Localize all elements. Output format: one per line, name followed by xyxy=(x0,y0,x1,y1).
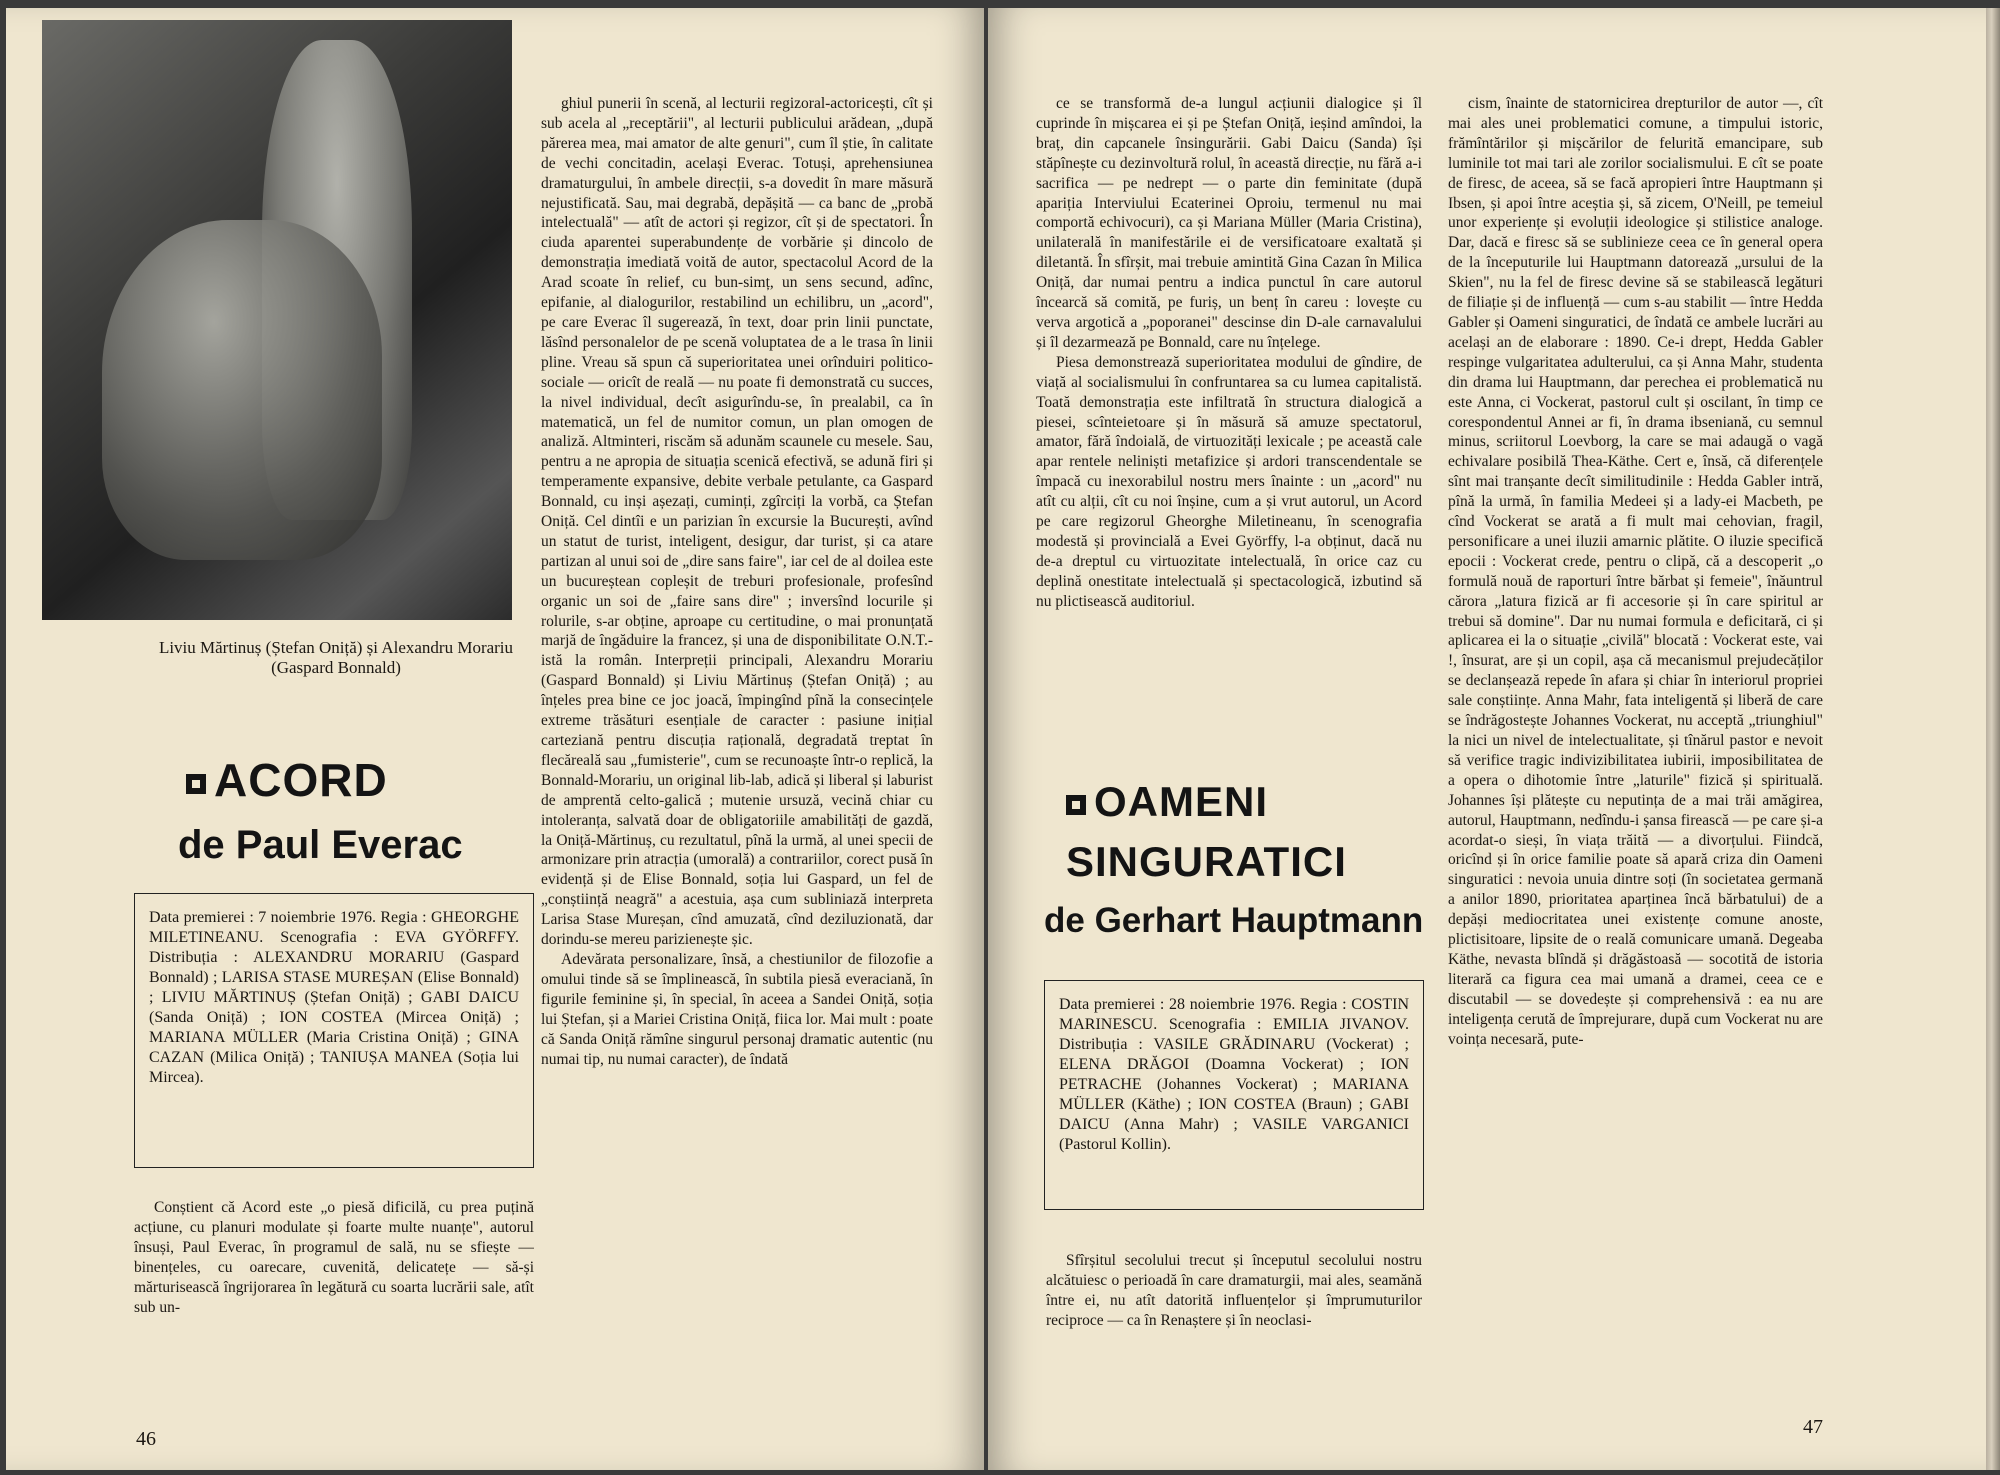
seated-actor-figure xyxy=(102,220,382,560)
article-author-everac: de Paul Everac xyxy=(178,823,463,867)
photo-caption: Liviu Mărtinuș (Ștefan Oniță) și Alexandru Morariu (Gaspard Bonnald) xyxy=(158,638,514,677)
credits-box-oameni: Data premierei : 28 noiembrie 1976. Regia : COSTIN MARINESCU. Scenografia : EMILIA JIVANOV. Distribuția : VASILE GRĂDINARU (Vockerat) ; ELENA DRĂGOI (Doamna Vockerat) ; ION PETRACHE (Johannes Vockerat) ; MARIANA MÜLLER (Käthe) ; ION COSTEA (Braun) ; GABI DAICU (Anna Mahr) ; VASILE VARGANICI (Pastorul Kollin). xyxy=(1044,980,1424,1210)
article-title-acord: ACORD xyxy=(186,753,388,807)
article-column-acord: ghiul punerii în scenă, al lecturii regizoral-actoricești, cît și sub acela al „receptării", al lecturii publicului arădean, „după părerea mea, mai amator de alte genuri", cum îl știe, în calitate de vechi concitadin, același Everac. Totuși, aprehensiunea dramaturgului, în ambele direcții, s-a dovedit în mare măsură nejustificată. Sau, mai degrabă, depășită — ca banc de „probă intelectuală" — atît de actori și regizor, cît și de spectatori. În ciuda aparentei superabundențe de vorbărie și dincolo de demonstrația imediată voită de autor, spectacolul Acord de la Arad scoate în relief, cu bun-simț, un sens secund, adînc, epifanie, al dialogurilor, restabilind un echilibru, un „acord", pe care Everac îl sugerează, în text, doar prin linii punctate, lăsînd personalelor de pe scenă voluptatea de a le trasa în linii pline. Vreau să spun că superioritatea unei orînduiri politico-sociale — oricît de reală — nu poate fi demonstrată cu succes, la nivel individual, decît asigurîndu-se, în prealabil, ca în matematică, un fel de numitor comun, un plan omogen de analiză. Altminteri, riscăm să adunăm scaunele cu mesele. Sau, pentru a ne apropia de situația scenică efectivă, se adună firi și temperamente expansive, debite verbale petulante, ca Gaspard Bonnald, cu inși așezați, cuminți, zgîrciți la vorbă, ca Ștefan Oniță. Cel dintîi e un parizian în excursie la București, avînd un statut de turist, inteligent, desigur, dar turist, și ca atare partizan al unui soi de „dire sans faire", iar cel de al doilea este un bucureștean copleșit de treburi profesionale, profesînd organic un soi de „faire sans dire" ; inversînd locurile și rolurile, s-ar obține, aproape cu certitudine, o mai pronunțată marjă de îngăduire la francez, și una de disponibilitate O.N.T.-istă la român. Interpreții principali, Alexandru Morariu (Gaspard Bonnald) și Liviu Mărtinuș (Ștefan Oniță) ; au înțeles prea bine ce joc joacă, împingînd pînă la consecințele extreme trăsături esențiale de caracter : pasiune inițial carteziană pentru discuția rațională, degradată treptat în flecăreală sau „fumisterie", cum se recunoaște într-o replică, la Bonnald-Morariu, un original lib-lab, adică și liberal și laburist de amprentă celto-galică ; mutenie ursuză, vecină chiar cu intoleranța, salvată doar de obligatoriile amabilități de gazdă, la Oniță-Mărtinuș, cu rezultatul, pînă la urmă, al unei specii de armonizare prin atracția (umorală) a contrariilor, corect pusă în evidență și de Elise Bonnald, soția lui Gaspard, un fel de „conștiință neagră" a acestuia, așa cum subliniază interpreta Larisa Stase Mureșan, cînd amuzată, cînd deziluzionată, dar dorindu-se mereu parizienește șic. Adevărata personalizare, însă, a chestiunilor de filozofie a omului tinde să se împlinească, în subtila piesă everaciană, în figurile feminine și, în special, în aceea a Sandei Oniță, soția lui Ștefan, și a Mariei Cristina Oniță, fiica lor. Mai mult : poate că Sanda Oniță rămîne singurul personaj dramatic autentic (nu numai tip, nu numai caracter), de îndată xyxy=(541,95,933,1068)
page-number-right: 47 xyxy=(1803,1416,1823,1438)
production-photo xyxy=(42,20,512,620)
book-page-edges xyxy=(1986,8,2000,1470)
article-title-oameni: OAMENI xyxy=(1066,778,1268,826)
title-bullet-icon xyxy=(1066,795,1086,815)
article-title-singuratici: SINGURATICI xyxy=(1066,838,1347,885)
left-page xyxy=(6,8,984,1470)
credits-box-acord: Data premierei : 7 noiembrie 1976. Regia : GHEORGHE MILETINEANU. Scenografia : EVA GYÖRFFY. Distribuția : ALEXANDRU MORARIU (Gaspard Bonnald) ; LARISA STASE MUREȘAN (Elise Bonnald) ; LIVIU MĂRTINUȘ (Ștefan Oniță) ; GABI DAICU (Sanda Oniță) ; ION COSTEA (Mircea Oniță) ; MARIANA MÜLLER (Maria Cristina Oniță) ; GINA CAZAN (Milica Oniță) ; TANIUȘA MANEA (Soția lui Mircea). xyxy=(134,893,534,1168)
title-bullet-icon xyxy=(186,774,206,794)
article-author-hauptmann: de Gerhart Hauptmann xyxy=(1044,901,1424,940)
article-column-oameni: cism, înainte de statornicirea drepturilor de autor —, cît mai ales unei problematici comune, a timpului istoric, frămîntărilor și mișcărilor de felurită emancipare, sub luminile tot mai tari ale zorilor socialismului. E cît se poate de firesc, de aceea, să se facă apropieri între Hauptmann și Ibsen, și apoi între aceștia și, să zicem, O'Neill, pe temeiul unor experiențe și evoluții ideologice și stilistice analoge. Dar, dacă e firesc să se sublinieze ceea ce în general opera de la începuturile lui Hauptmann datorează „ursului de la Skien", nu la fel de firesc devine să se stabilească legături de filiație și de influență — cum s-au stabilit — între Hedda Gabler și Oameni singuratici, de îndată ce ambele lucrări au același an de elaborare : 1890. Ce-i drept, Hedda Gabler respinge vulgaritatea adulterului, ca și Anna Mahr, studenta din drama lui Hauptmann, dar perechea ei problematică nu este Anna, ci Vockerat, pastorul cult și oscilant, în timp ce corespondentul Annei ar fi, în drama ibseniană, cu semnul minus, scriitorul Loevborg, la care se mai adaugă o vagă echivalare posibilă Thea-Käthe. Cert e, însă, că diferențele sînt mai tranșante decît similitudinile : Hedda Gabler intră, pînă la urmă, în familia Medeei și a lady-ei Macbeth, pe cînd Vockerat se arată a fi mult mai cehovian, fragil, personificare a unei iluzii amarnic plătite. O iluzie specifică epocii : Vockerat crede, pentru o clipă, că a descoperit „o formulă nouă de raporturi între bărbat și femeie", înăuntrul cărora „latura fizică ar fi accesorie și în care spiritul ar trebui să domine". Dar nu numai formula e deficitară, ci și aplicarea ei la o situație „civilă" blocată : Vockerat este, vai !, însurat, are și un copil, așa că mecanismul prejudecăților se declanșează repede în afara și chiar în interiorul propriei sale conștiințe. Anna Mahr, fata inteligentă și liberă de care se îndrăgostește Johannes Vockerat, nu acceptă „triunghiul" la nici un nivel de intelectualitate, și tînărul pastor e nevoit să verifice tragic indivizibilitatea iubirii, imposibilitatea de a opera o dihotomie între „laturile" fizică și spirituală. Johannes își plătește cu neputința de a mai trăi amăgirea, autorul, Hauptmann, nedîndu-i șansa firească — pe care și-a acordat-o sieși, în viața trăită — a divorțului. Fiindcă, oricînd și în orice familie poate să apară criza din Oameni singuratici : nevoia unuia dintre soți (în societatea germană a anilor 1890, prioritatea aparținea încă bărbatului) de a depăși mediocritatea unei existențe comune anoste, plictisitoare, lipsite de o reală comunicare umană. Degeaba Käthe, nevasta blîndă și drăgăstoasă — socotită de istoria literară ca figura cea mai umană a dramei, ceea ce e discutabil — se dovedește și comprehensivă : ea nu are inteligența cerută de împrejurare, după cum Vockerat nu are voința necesară, pute- xyxy=(1448,95,1823,1048)
article-intro-oameni: Sfîrșitul secolului trecut și începutul secolului nostru alcătuiesc o perioadă în care dramaturgii, mai ales, seamănă între ei, nu atît datorită influențelor și împrumuturilor reciproce — ca în Renaștere și în neoclasi- xyxy=(1046,1252,1422,1329)
page-number-left: 46 xyxy=(136,1428,156,1450)
right-page xyxy=(988,8,1988,1470)
article-column-acord-continued: ce se transformă de-a lungul acțiunii dialogice și îl cuprinde în mișcarea ei și pe Ștefan Oniță, ieșind amîndoi, la braț, din capcanele însingurării. Gabi Daicu (Sanda) își stăpînește cu dezinvoltură rolul, în această direcție, nu fără a-i sacrifica — pe nedrept — o parte din feminitate (după apariția Interviului Ecaterinei Oproiu, termenul nu mai comportă echivocuri), ca și Mariana Müller (Maria Cristina), unilaterală în manifestările ei de versificatoare exaltată și diletantă. În sfîrșit, mai trebuie amintită Gina Cazan în Milica Oniță, dar numai pentru a indica punctul în care autorul încearcă să comită, pe furiș, un benț în careu : lovește cu verva argotică a „poporanei" descinse din D-ale carnavalului și îl dezarmează pe Bonnald, care nu înțelege. Piesa demonstrează superioritatea modului de gîndire, de viață al socialismului în confruntarea sa cu lumea capitalistă. Toată demonstrația este infiltrată în structura dialogică a piesei, scînteietoare și în măsură să amuze spectatorul, amator, fără îndoială, de virtuozități lexicale ; pe această cale apar rentele neliniști metafizice și ardori transcendentale se împacă cu inexorabilul nostru mers înainte : un „acord" nu atît cu alții, cît cu noi înșine, cum a și vrut autorul, un Acord pe care regizorul Gheorghe Miletineanu, în scenografia modestă și provincială a Evei Györffy, l-a obținut, dacă nu de-a dreptul cu virtuozitate intelectuală, în orice caz cu deplină onestitate intelectuală și spectacologică, izbutind să nu plictisească auditoriul. xyxy=(1036,95,1422,610)
article-intro-acord: Conștient că Acord este „o piesă dificilă, cu prea puțină acțiune, cu planuri modulate și foarte multe nuanțe", autorul însuși, Paul Everac, în programul de sală, nu se sfiește — binențeles, cu oarecare, cuvenită, delicatețe — să-și mărturisească îngrijorarea în legătură cu soarta lucrării sale, atît sub un- xyxy=(134,1199,534,1316)
